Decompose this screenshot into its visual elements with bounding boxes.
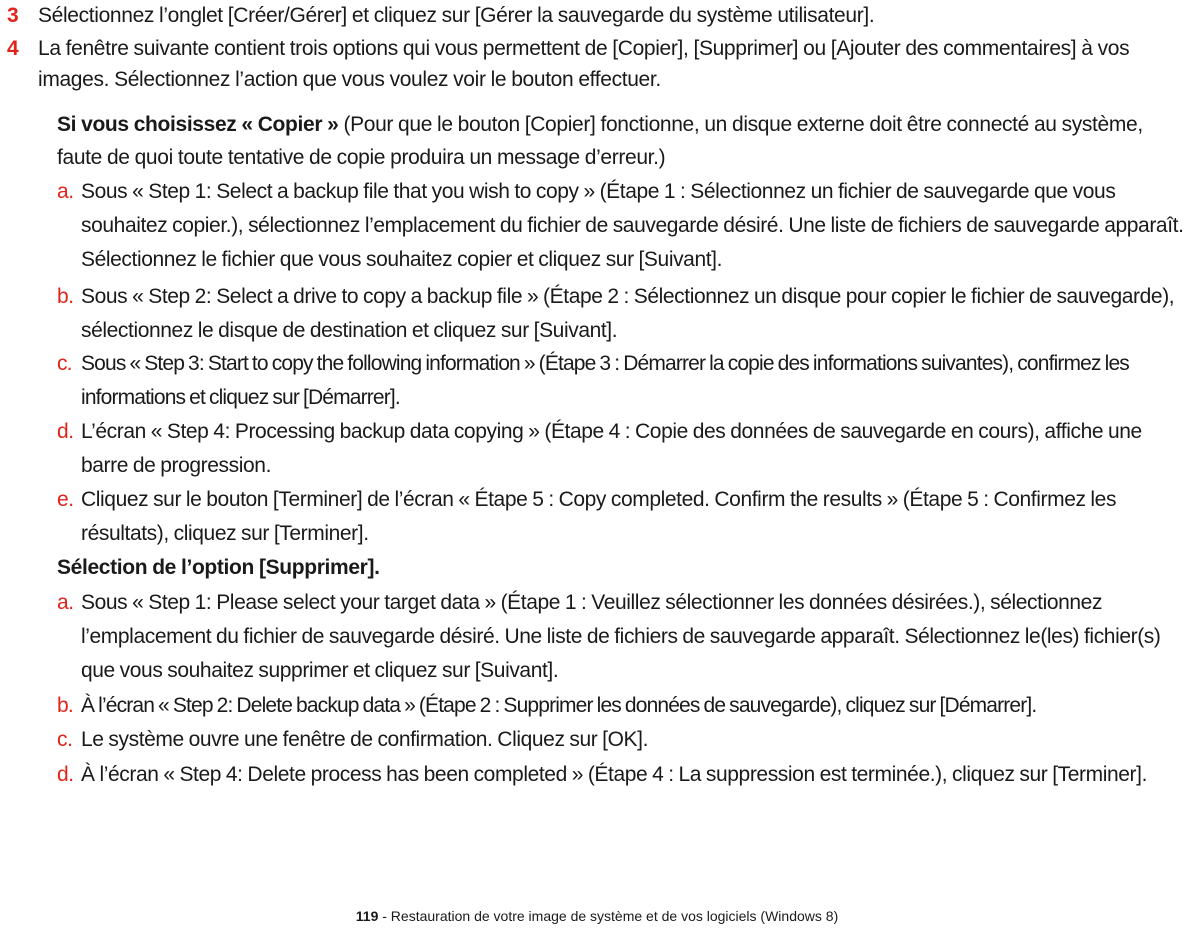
step-number: 4 <box>7 37 19 60</box>
delete-section-heading: Sélection de l’option [Supprimer]. <box>57 556 380 579</box>
copy-section-heading: Si vous choisissez « Copier » <box>57 113 339 136</box>
item-letter: b. <box>57 285 74 308</box>
copy-section-intro <box>57 108 1187 174</box>
step-text: Sélectionnez l’onglet [Créer/Gérer] et cliquez sur [Gérer la sauvegarde du système utilisateur]. <box>38 4 875 27</box>
page-number: 119 <box>355 908 379 924</box>
item-text: Sous « Step 2: Select a drive to copy a backup file » (Étape 2 : Sélectionnez un disque pour copier le fichier de sauvegarde), sélectionnez le disque de destination et cliquez sur [Suivant]. <box>81 285 1175 342</box>
step-text: La fenêtre suivante contient trois options qui vous permettent de [Copier], [Supprimer] ou [Ajouter des commentaires] à vos images. Sélectionnez l’action que vous voulez voir le bouton effectuer. <box>38 37 1130 91</box>
item-letter: c. <box>57 728 73 751</box>
item-letter: d. <box>57 420 74 443</box>
item-text: Le système ouvre une fenêtre de confirmation. Cliquez sur [OK]. <box>81 728 649 751</box>
item-text: Sous « Step 1: Select a backup file that you wish to copy » (Étape 1 : Sélectionnez un fichier de sauvegarde que vous souhaitez copier.), sélectionnez l’emplacement du fichier de sauvegarde désiré. Une liste de fichiers de sauvegarde apparaît. Sélectionnez le fichier que vous souhaitez copier et cliquez sur [Suivant]. <box>81 180 1184 271</box>
item-text: À l’écran « Step 2: Delete backup data » (Étape 2 : Supprimer les données de sauvegarde), cliquez sur [Démarrer]. <box>81 694 1037 717</box>
item-text: Sous « Step 1: Please select your target data » (Étape 1 : Veuillez sélectionner les données désirées.), sélectionnez l’emplacement du fichier de sauvegarde désiré. Une liste de fichiers de sauvegarde apparaît. Sélectionnez le(les) fichier(s) que vous souhaitez supprimer et cliquez sur [Suivant]. <box>81 591 1161 682</box>
footer-title: - Restauration de votre image de système et de vos logiciels (Windows 8) <box>378 908 839 924</box>
item-letter: c. <box>57 352 72 375</box>
item-text: À l’écran « Step 4: Delete process has been completed » (Étape 4 : La suppression est terminée.), cliquez sur [Terminer]. <box>81 763 1148 786</box>
delete-section-intro <box>57 551 1187 584</box>
item-letter: a. <box>57 180 74 203</box>
step-number: 3 <box>7 4 19 27</box>
item-letter: e. <box>57 488 74 511</box>
item-text: L’écran « Step 4: Processing backup data copying » (Étape 4 : Copie des données de sauvegarde en cours), affiche une barre de progression. <box>81 420 1142 477</box>
item-text: Sous « Step 3: Start to copy the following information » (Étape 3 : Démarrer la copie des informations suivantes), confirmez les informations et cliquez sur [Démarrer]. <box>81 352 1129 409</box>
item-letter: d. <box>57 763 74 786</box>
page-footer <box>0 906 1194 926</box>
item-text: Cliquez sur le bouton [Terminer] de l’écran « Étape 5 : Copy completed. Confirm the results » (Étape 5 : Confirmez les résultats), cliquez sur [Terminer]. <box>81 488 1117 545</box>
copy-section-note: (Pour que le bouton [Copier] fonctionne, un disque externe doit être connecté au système, faute de quoi toute tentative de copie produira un message d’erreur.) <box>57 113 1143 169</box>
item-letter: a. <box>57 591 74 614</box>
item-letter: b. <box>57 694 73 717</box>
